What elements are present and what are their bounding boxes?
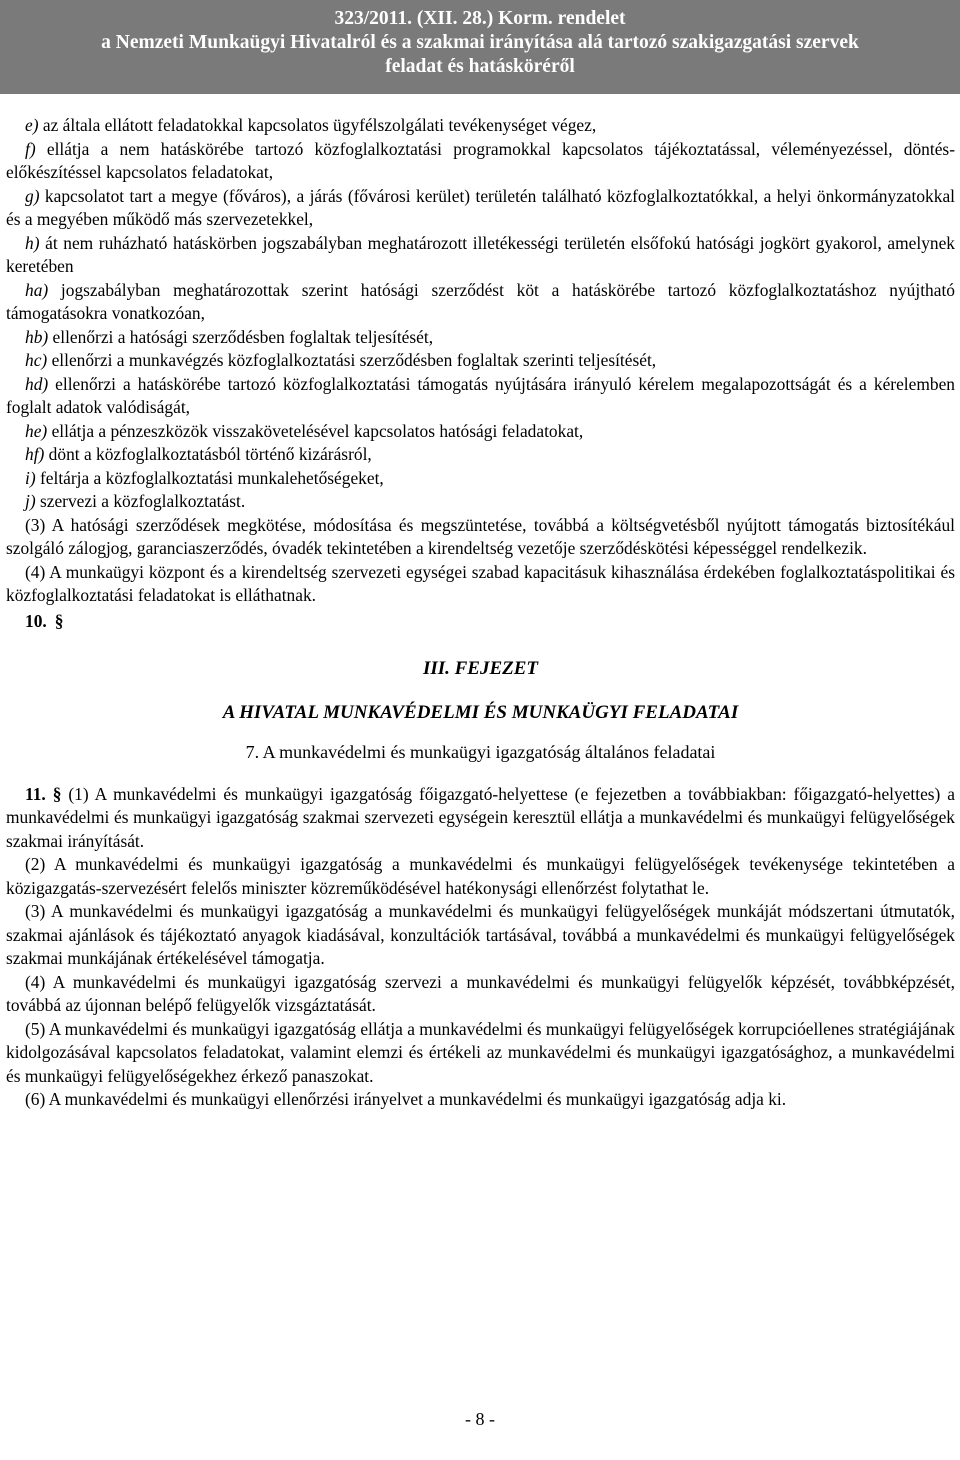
- section-11-paragraph-2: (2) A munkavédelmi és munkaügyi igazgatóság a munkavédelmi és munkaügyi felügyelőségek tevékenysége tekintetében a közigazgatás-szervezésért felelős miniszter közreműködésével hatékonysági ellenőrzést folytathat le.: [6, 854, 955, 898]
- section-11-paragraph-3: (3) A munkavédelmi és munkaügyi igazgatóság a munkavédelmi és munkaügyi felügyelőségek munkáját módszertani útmutatók, szakmai ajánlások és tájékoztató anyagok kiadásával, konzultációk tartásával, továbbá a munkavédelmi és munkaügyi felügyelőségek szakmai munkájának értékelésével támogatja.: [6, 901, 955, 968]
- section-11-paragraph-1: 11. § (1) A munkavédelmi és munkaügyi igazgatóság főigazgató-helyettese (e fejezetben a továbbiakban: főigazgató-helyettes) a munkavédelmi és munkaügyi igazgatóság szakmai szervezeti egységein keresztül ellátja a munkavédelmi és munkaügyi felügyelőségek szakmai irányítását.: [6, 783, 955, 851]
- paragraph-4: (4) A munkaügyi központ és a kirendeltség szervezeti egységei szabad kapacitásuk kihasználása érdekében foglalkoztatáspolitikai és közfoglalkoztatási feladatokat is elláthatnak.: [6, 561, 955, 605]
- page-number: - 8 -: [465, 1409, 495, 1429]
- list-item-i: i) feltárja a közfoglalkoztatási munkalehetőségeket,: [25, 467, 384, 488]
- chapter-title: III. FEJEZET: [422, 658, 539, 679]
- section-11-paragraph-4: (4) A munkavédelmi és munkaügyi igazgatóság szervezi a munkavédelmi és munkaügyi felügyelők képzését, továbbképzését, továbbá az újonnan belépő felügyelők vizsgáztatását.: [6, 971, 955, 1015]
- list-item-f: f) ellátja a nem hatáskörébe tartozó közfoglalkoztatási programokkal kapcsolatos tájékoztatással, véleményezéssel, döntés-előkészítéssel kapcsolatos feladatokat,: [6, 138, 955, 182]
- paragraph-3: (3) A hatósági szerződések megkötése, módosítása és megszüntetése, továbbá a költségvetésből nyújtott támogatás biztosítékául szolgáló zálogjog, garanciaszerződés, óvadék tekintetében a kirendeltség vezetője szerződéskötési képességgel rendelkezik.: [6, 514, 955, 558]
- list-item-g: g) kapcsolatot tart a megye (főváros), a járás (fővárosi kerület) területén található közfoglalkoztatókkal, a helyi önkormányzatokkal és a megyében működő más szervezetekkel,: [6, 185, 955, 229]
- list-item-hf: hf) dönt a közfoglalkoztatásból történő kizárásról,: [25, 444, 372, 464]
- list-item-hb: hb) ellenőrzi a hatósági szerződésben foglaltak teljesítését,: [25, 326, 434, 347]
- document-body: [6, 114, 955, 1112]
- list-item-hd: hd) ellenőrzi a hatáskörébe tartozó közfoglalkoztatási támogatás nyújtására irányuló kérelem megalapozottságát és a kérelemben foglalt adatok valódiságát,: [6, 373, 955, 417]
- header-decree-subtitle: feladat és hatásköréről: [385, 56, 575, 77]
- section-11-paragraph-5: (5) A munkavédelmi és munkaügyi igazgatóság ellátja a munkavédelmi és munkaügyi felügyelőségek korrupcióellenes stratégiájának kidolgozásával kapcsolatos feladatokat, valamint elemzi és értékeli az munkavédelmi és munkaügyi igazgatósághoz, a munkavédelmi és munkaügyi felügyelőségekhez érkező panaszokat.: [6, 1018, 955, 1086]
- list-item-e: e) az általa ellátott feladatokkal kapcsolatos ügyfélszolgálati tevékenységet végez,: [25, 115, 597, 135]
- header-decree-title: a Nemzeti Munkaügyi Hivatalról és a szakmai irányítása alá tartozó szakigazgatási szervek: [101, 32, 859, 53]
- list-item-h: h) át nem ruházható hatáskörben jogszabályban meghatározott illetékességi területén elsőfokú hatósági jogkört gyakorol, amelynek keretében: [6, 232, 955, 276]
- section-title: 7. A munkavédelmi és munkaügyi igazgatóság általános feladatai: [245, 742, 716, 762]
- document-header: [0, 0, 960, 94]
- section-10-heading: 10. §: [25, 610, 64, 631]
- list-item-hc: hc) ellenőrzi a munkavégzés közfoglalkoztatási szerződésben foglaltak szerinti teljesítését,: [25, 350, 657, 370]
- list-item-ha: ha) jogszabályban meghatározottak szerint hatósági szerződést köt a hatáskörébe tartozó közfoglalkoztatáshoz nyújtható támogatásokra vonatkozóan,: [6, 279, 955, 323]
- chapter-subtitle: A HIVATAL MUNKAVÉDELMI ÉS MUNKAÜGYI FELADATAI: [222, 701, 739, 723]
- list-item-he: he) ellátja a pénzeszközök visszakövetelésével kapcsolatos hatósági feladatokat,: [25, 420, 584, 441]
- header-decree-number: 323/2011. (XII. 28.) Korm. rendelet: [334, 8, 626, 29]
- list-item-j: j) szervezi a közfoglalkoztatást.: [25, 491, 246, 511]
- section-11-paragraph-6: (6) A munkavédelmi és munkaügyi ellenőrzési irányelvet a munkavédelmi és munkaügyi igazgatóság adja ki.: [25, 1089, 787, 1109]
